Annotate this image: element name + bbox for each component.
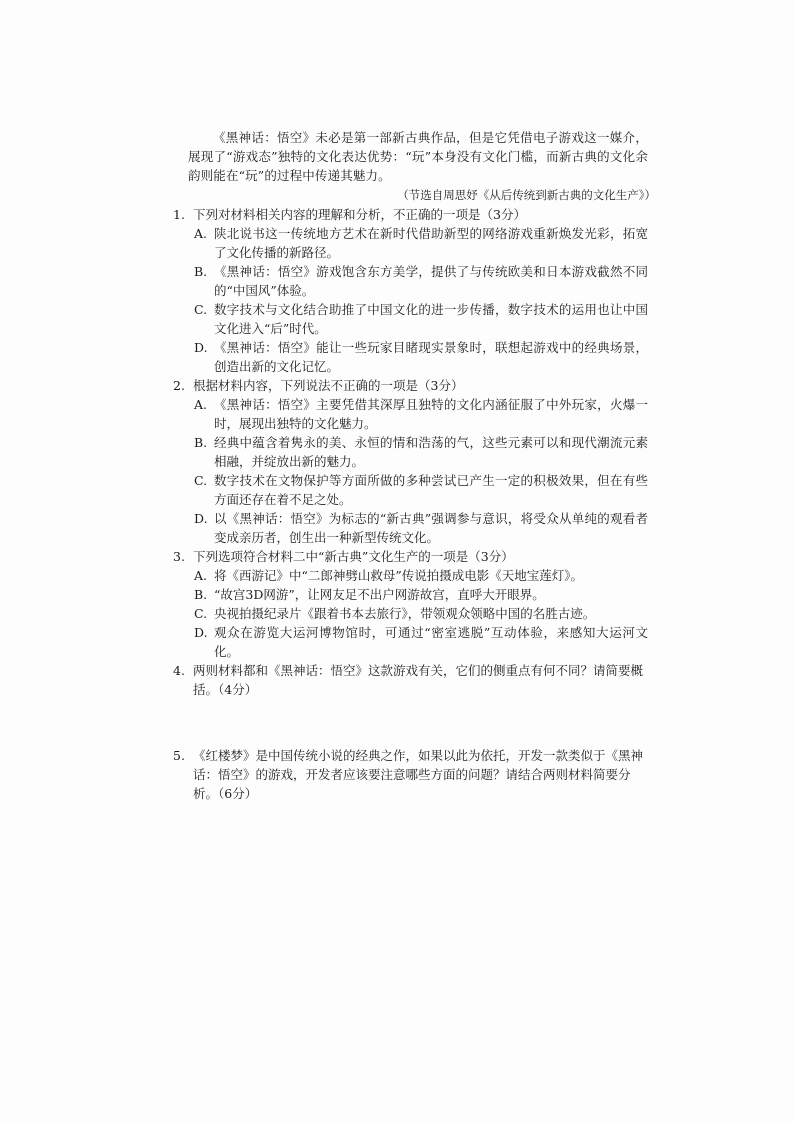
option-text: 《黑神话：悟空》主要凭借其深厚且独特的文化内涵征服了中外玩家，火爆一时，展现出独特的文化魅力。: [214, 397, 648, 431]
question-stem: [173, 376, 648, 395]
option-text: 将《西游记》中“二郎神劈山救母”传说拍摄成电影《天地宝莲灯》。: [214, 568, 584, 583]
question-text: 两则材料都和《黑神话：悟空》这款游戏有关，它们的侧重点有何不同？请简要概括。（4分）: [193, 663, 644, 697]
option-a: [194, 224, 648, 262]
option-text: 以《黑神话：悟空》为标志的“新古典”强调参与意识，将受众从单纯的观看者变成亲历者，创生出一种新型传统文化。: [214, 511, 648, 545]
question-text: 下列对材料相关内容的理解和分析，不正确的一项是（3分）: [193, 207, 526, 222]
option-d: [194, 509, 648, 547]
option-b: [194, 585, 648, 604]
question-stem: [173, 547, 648, 566]
question-3: [173, 547, 648, 661]
option-c: [194, 300, 648, 338]
option-letter: A.: [194, 568, 208, 583]
option-b: [194, 433, 648, 471]
question-2: [173, 376, 648, 547]
exam-sheet: [173, 128, 656, 803]
option-letter: D.: [194, 511, 208, 526]
option-letter: C.: [194, 473, 208, 488]
option-text: 央视拍摄纪录片《跟着书本去旅行》，带领观众领略中国的名胜古迹。: [214, 606, 596, 621]
option-text: 数字技术在文物保护等方面所做的多种尝试已产生一定的积极效果，但在有些方面还存在着不足之处。: [214, 473, 648, 507]
question-text: 下列选项符合材料二中“新古典”文化生产的一项是（3分）: [193, 549, 514, 564]
passage-source: （节选自周思妤《从后传统到新古典的文化生产》）: [397, 188, 656, 202]
option-letter: B.: [194, 264, 208, 279]
option-letter: B.: [194, 587, 208, 602]
question-stem: [173, 746, 648, 803]
option-text: 经典中蕴含着隽永的美、永恒的情和浩荡的气，这些元素可以和现代潮流元素相融，并绽放出新的魅力。: [214, 435, 648, 469]
option-letter: B.: [194, 435, 208, 450]
question-stem: [173, 205, 648, 224]
option-text: 《黑神话：悟空》能让一些玩家目睹现实景象时，联想起游戏中的经典场景，创造出新的文化记忆。: [214, 340, 648, 374]
option-letter: D.: [194, 625, 208, 640]
option-a: [194, 566, 648, 585]
question-1: [173, 205, 648, 376]
question-5: [173, 746, 648, 803]
option-text: 观众在游览大运河博物馆时，可通过“密室逃脱”互动体验，来感知大运河文化。: [214, 625, 648, 659]
passage-paragraph: 《黑神话：悟空》未必是第一部新古典作品，但是它凭借电子游戏这一媒介，展现了“游戏态”独特的文化表达优势：“玩”本身没有文化门槛，而新古典的文化余韵则能在“玩”的过程中传递其魅力。: [188, 130, 648, 183]
option-letter: A.: [194, 226, 208, 241]
question-number: 5.: [173, 748, 185, 763]
option-text: 数字技术与文化结合助推了中国文化的进一步传播，数字技术的运用也让中国文化进入“后”时代。: [214, 302, 648, 336]
option-d: [194, 623, 648, 661]
question-text: 根据材料内容，下列说法不正确的一项是（3分）: [193, 378, 464, 393]
question-number: 1.: [173, 207, 185, 222]
question-number: 3.: [173, 549, 185, 564]
question-4: [173, 661, 648, 699]
option-letter: C.: [194, 302, 208, 317]
option-letter: C.: [194, 606, 208, 621]
option-b: [194, 262, 648, 300]
answer-space: [188, 699, 648, 746]
option-c: [194, 471, 648, 509]
option-text: “故宫3D网游”，让网友足不出户网游故宫，直呼大开眼界。: [214, 587, 545, 602]
option-letter: A.: [194, 397, 208, 412]
option-a: [194, 395, 648, 433]
option-text: 《黑神话：悟空》游戏饱含东方美学，提供了与传统欧美和日本游戏截然不同的“中国风”体验。: [214, 264, 648, 298]
question-text: 《红楼梦》是中国传统小说的经典之作，如果以此为依托，开发一款类似于《黑神话：悟空》的游戏，开发者应该要注意哪些方面的问题？请结合两则材料简要分析。（6分）: [193, 748, 644, 801]
option-text: 陕北说书这一传统地方艺术在新时代借助新型的网络游戏重新焕发光彩，拓宽了文化传播的新路径。: [214, 226, 648, 260]
question-number: 2.: [173, 378, 185, 393]
option-d: [194, 338, 648, 376]
question-number: 4.: [173, 663, 185, 678]
option-letter: D.: [194, 340, 208, 355]
option-c: [194, 604, 648, 623]
question-stem: [173, 661, 648, 699]
